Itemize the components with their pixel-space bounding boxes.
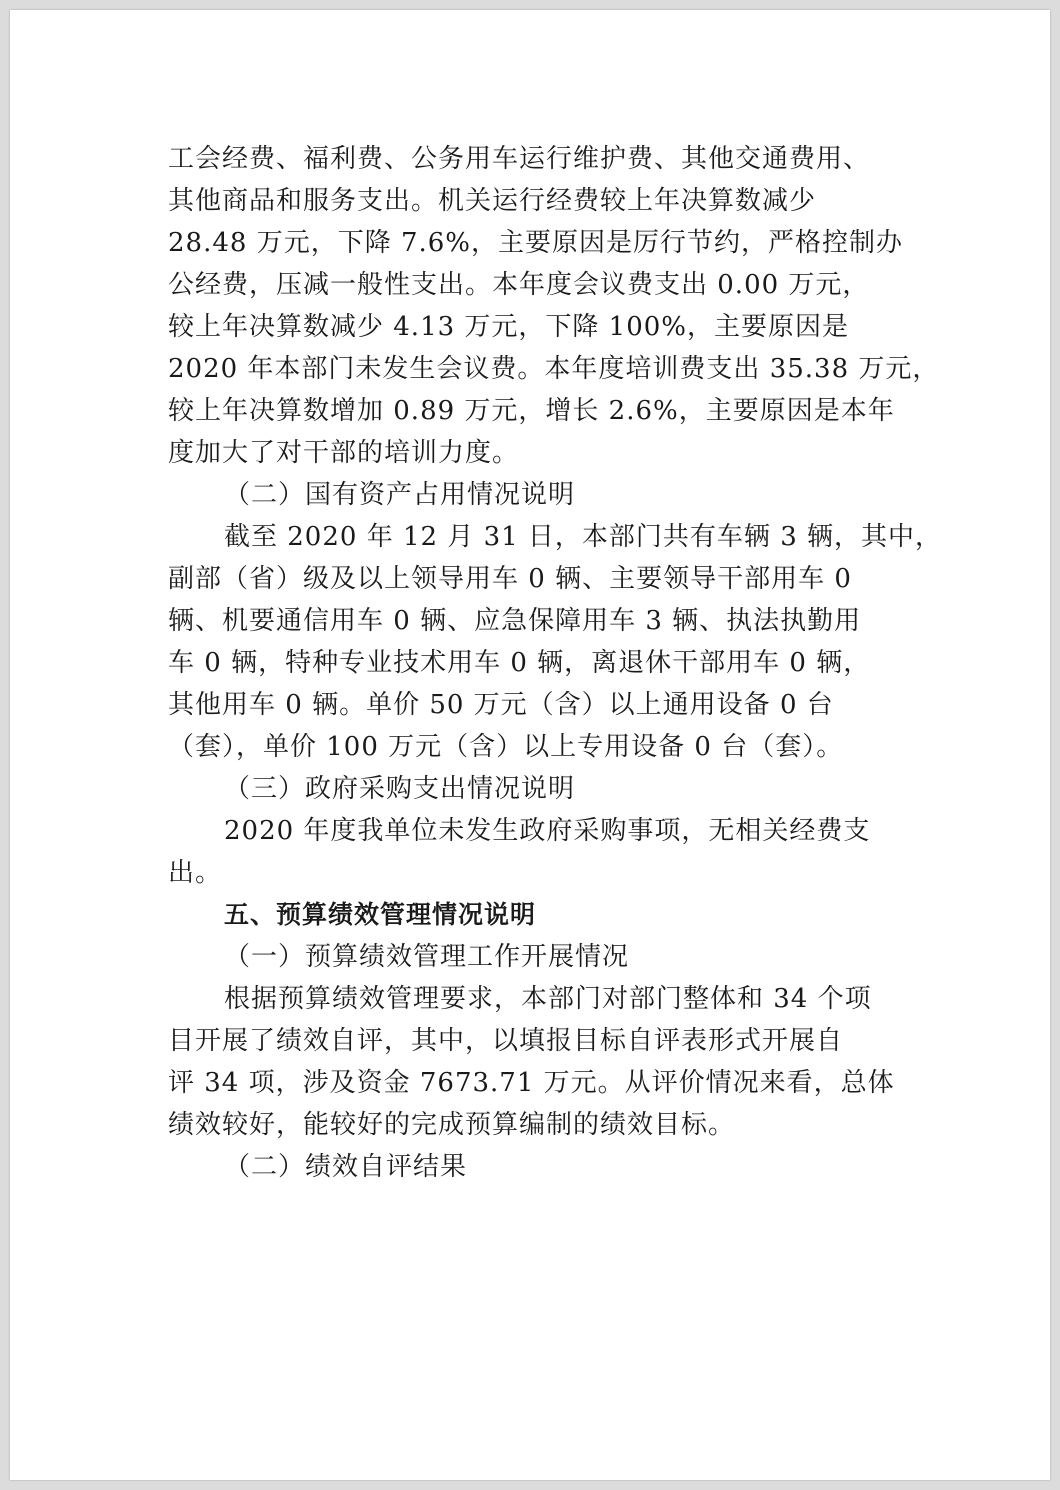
section-heading-procurement: （三）政府采购支出情况说明 <box>224 774 576 804</box>
text-line: 度加大了对干部的培训力度。 <box>168 438 520 468</box>
text-line: 28.48 万元，下降 7.6%，主要原因是厉行节约，严格控制办 <box>168 228 904 258</box>
text-line: 车 0 辆，特种专业技术用车 0 辆，离退休干部用车 0 辆， <box>168 648 871 678</box>
section-heading-assets: （二）国有资产占用情况说明 <box>224 480 576 510</box>
text-line: （套），单价 100 万元（含）以上专用设备 0 台（套）。 <box>168 732 844 762</box>
text-line: 根据预算绩效管理要求，本部门对部门整体和 34 个项 <box>224 984 872 1014</box>
text-line: 评 34 项，涉及资金 7673.71 万元。从评价情况来看，总体 <box>168 1068 895 1098</box>
text-line: 辆、机要通信用车 0 辆、应急保障用车 3 辆、执法执勤用 <box>168 606 862 636</box>
section-heading-self-evaluation: （二）绩效自评结果 <box>224 1152 468 1182</box>
text-line: 截至 2020 年 12 月 31 日，本部门共有车辆 3 辆，其中， <box>224 522 942 552</box>
document-body <box>168 138 942 1188</box>
text-line: 副部（省）级及以上领导用车 0 辆、主要领导干部用车 0 <box>168 564 852 594</box>
text-line: 其他用车 0 辆。单价 50 万元（含）以上通用设备 0 台 <box>168 690 834 720</box>
text-line: 2020 年本部门未发生会议费。本年度培训费支出 35.38 万元， <box>168 354 940 384</box>
text-line: 其他商品和服务支出。机关运行经费较上年决算数减少 <box>168 186 817 216</box>
text-line: 较上年决算数增加 0.89 万元，增长 2.6%，主要原因是本年 <box>168 396 895 426</box>
text-line: 较上年决算数减少 4.13 万元，下降 100%，主要原因是 <box>168 312 850 342</box>
text-line: 工会经费、福利费、公务用车运行维护费、其他交通费用、 <box>168 144 871 174</box>
text-line: 公经费，压减一般性支出。本年度会议费支出 0.00 万元， <box>168 270 870 300</box>
section-heading-performance-work: （一）预算绩效管理工作开展情况 <box>224 942 630 972</box>
chapter-heading-performance: 五、预算绩效管理情况说明 <box>224 900 537 929</box>
text-line: 目开展了绩效自评，其中，以填报目标自评表形式开展自 <box>168 1026 844 1056</box>
text-line: 出。 <box>168 858 223 888</box>
text-line: 2020 年度我单位未发生政府采购事项，无相关经费支 <box>224 816 871 846</box>
document-page <box>10 10 1050 1480</box>
text-line: 绩效较好，能较好的完成预算编制的绩效目标。 <box>168 1110 736 1140</box>
